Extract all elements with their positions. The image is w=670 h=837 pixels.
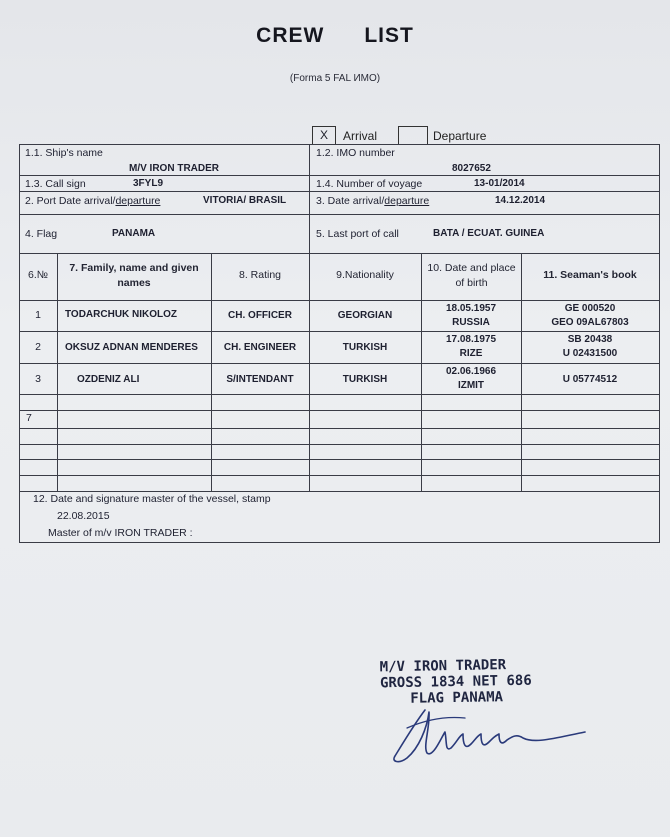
- last-port-value: BATA / ECUAT. GUINEA: [433, 228, 545, 239]
- flag-value: PANAMA: [112, 228, 156, 239]
- flag-label: 4. Flag: [25, 228, 58, 240]
- departure-label: Departure: [433, 129, 487, 143]
- title-list: LIST: [364, 24, 414, 47]
- ship-name-label: 1.1. Ship's name: [25, 147, 103, 159]
- form-subtitle: (Forma 5 FAL ИМО): [289, 73, 381, 84]
- grid-line: [19, 331, 660, 332]
- date-label: [316, 195, 429, 207]
- row-2-birth-date: 17.08.1975: [445, 334, 497, 345]
- grid-line: [19, 444, 660, 445]
- signature-date: 22.08.2015: [57, 510, 110, 522]
- header-no: 6.№: [27, 269, 49, 281]
- call-sign-label: 1.3. Call sign: [25, 178, 86, 190]
- grid-line: [211, 254, 212, 491]
- row-2-nationality: TURKISH: [342, 342, 388, 353]
- date-value: 14.12.2014: [495, 195, 546, 206]
- row-1-no: 1: [35, 309, 41, 321]
- grid-line: [57, 254, 58, 491]
- grid-line: [309, 254, 310, 491]
- grid-line: [19, 175, 660, 176]
- grid-line: [19, 214, 660, 215]
- row-1-birth-date: 18.05.1957: [445, 303, 497, 314]
- port-label-text: 2. Port Date arrival/: [25, 195, 116, 207]
- grid-line: [19, 191, 660, 192]
- grid-line: [19, 363, 660, 364]
- grid-line: [19, 253, 660, 254]
- header-seamans-book: 11. Seaman's book: [543, 269, 637, 281]
- grid-line: [19, 459, 660, 460]
- signature-stroke: [394, 710, 585, 762]
- last-port-label: 5. Last port of call: [316, 228, 399, 240]
- header-rating: 8. Rating: [238, 269, 282, 281]
- grid-line: [19, 300, 660, 301]
- row-3-book-1: U 05774512: [562, 374, 618, 385]
- arrival-label: Arrival: [343, 129, 378, 143]
- row-3-rating: S/INTENDANT: [226, 374, 294, 385]
- row-1-book-2: GEO 09AL67803: [551, 317, 629, 328]
- imo-label: 1.2. IMO number: [316, 147, 395, 159]
- grid-line: [19, 542, 660, 543]
- row-1-name: TODARCHUK NIKOLOZ: [65, 309, 178, 320]
- port-label: [25, 195, 160, 207]
- date-label-text: 3. Date arrival/: [316, 195, 385, 207]
- grid-line: [19, 410, 660, 411]
- grid-line: [19, 491, 660, 492]
- port-label-underlined: departure: [115, 195, 161, 207]
- date-label-underlined: departure: [384, 195, 430, 207]
- row-2-book-2: U 02431500: [562, 348, 618, 359]
- row-2-no: 2: [35, 341, 41, 353]
- signature-label: 12. Date and signature master of the vessel, stamp: [33, 493, 271, 505]
- row-3-birth-place: IZMIT: [457, 380, 485, 391]
- voyage-value: 13-01/2014: [474, 178, 525, 189]
- stamp-line-tonnage: GROSS 1834 NET 686: [379, 672, 532, 692]
- grid-line: [19, 475, 660, 476]
- row-1-rating: CH. OFFICER: [228, 310, 292, 321]
- row-2-name: OKSUZ ADNAN MENDERES: [65, 342, 198, 353]
- grid-line: [309, 144, 310, 254]
- row-3-name: OZDENIZ ALI: [77, 374, 140, 385]
- row-1-birth-place: RUSSIA: [452, 317, 490, 328]
- extra-row-number: 7: [26, 412, 32, 424]
- voyage-label: 1.4. Number of voyage: [316, 178, 423, 190]
- row-1-nationality: GEORGIAN: [337, 310, 393, 321]
- stamp-line-flag: FLAG PANAMA: [410, 689, 504, 707]
- grid-line: [19, 144, 660, 145]
- header-nationality: 9.Nationality: [336, 269, 394, 281]
- ship-name-value: M/V IRON TRADER: [129, 163, 219, 174]
- grid-line: [19, 394, 660, 395]
- header-name: 7. Family, name and given names: [69, 262, 199, 289]
- title-crew: CREW: [256, 24, 325, 47]
- document-title: [0, 24, 670, 48]
- row-2-rating: CH. ENGINEER: [223, 342, 297, 353]
- arrival-checkbox[interactable]: X: [312, 126, 336, 145]
- row-1-book-1: GE 000520: [564, 303, 616, 314]
- grid-line: [521, 254, 522, 491]
- call-sign-value: 3FYL9: [133, 178, 164, 189]
- row-2-book-1: SB 20438: [567, 334, 613, 345]
- port-value: VITORIA/ BRASIL: [203, 195, 287, 206]
- master-signature-icon: [385, 698, 595, 768]
- stamp-line-ship: M/V IRON TRADER: [379, 657, 507, 676]
- crew-form-grid: [19, 144, 660, 543]
- row-3-no: 3: [35, 373, 41, 385]
- imo-value: 8027652: [452, 163, 491, 174]
- row-2-birth-place: RIZE: [459, 348, 483, 359]
- grid-line: [659, 144, 660, 543]
- grid-line: [19, 428, 660, 429]
- row-3-nationality: TURKISH: [342, 374, 388, 385]
- master-label: Master of m/v IRON TRADER :: [48, 527, 193, 539]
- header-birth: 10. Date and place of birth: [427, 262, 516, 289]
- row-3-birth-date: 02.06.1966: [445, 366, 497, 377]
- departure-checkbox[interactable]: [398, 126, 428, 145]
